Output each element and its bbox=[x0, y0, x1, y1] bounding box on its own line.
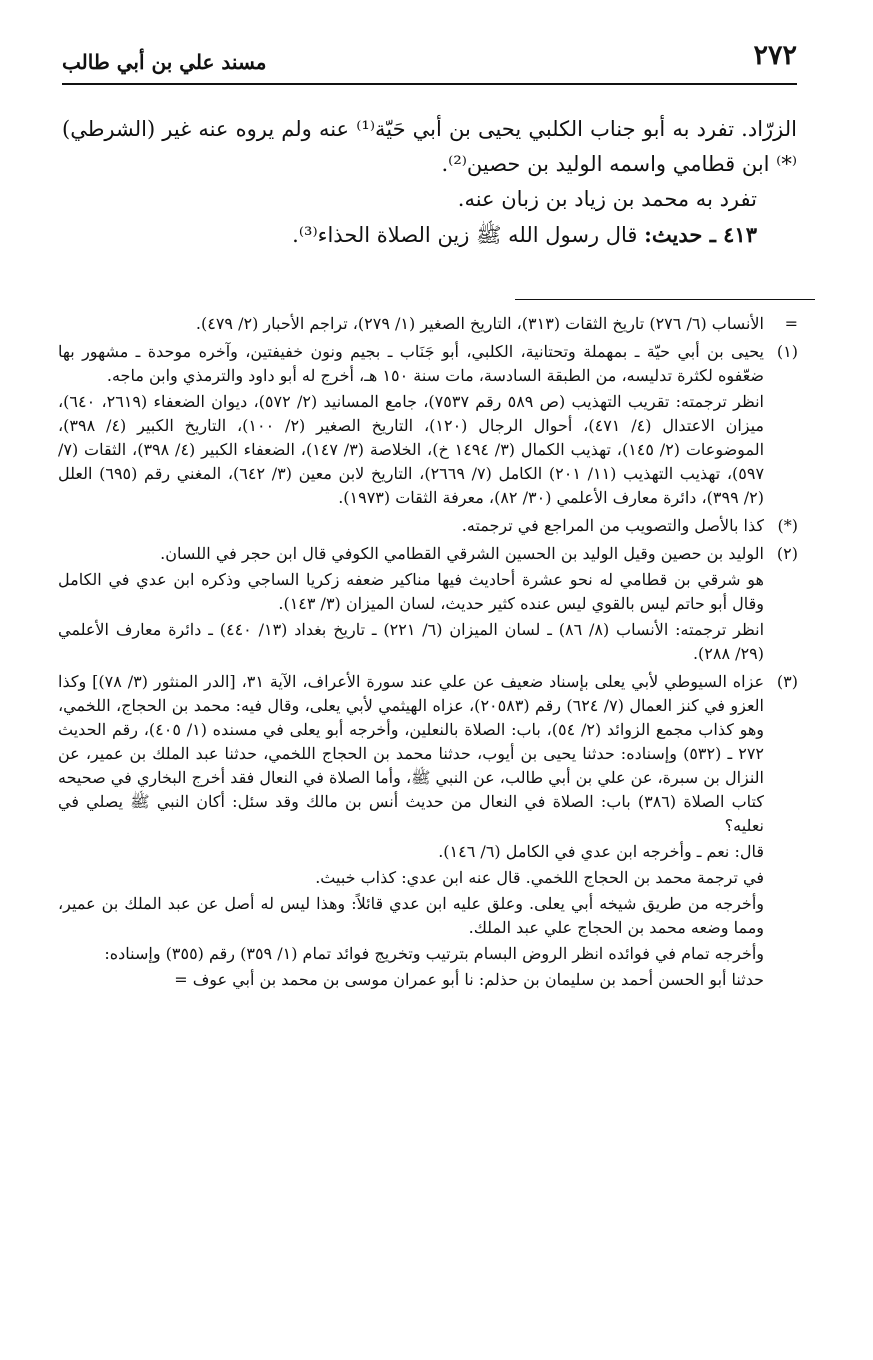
footnote-paragraph: عزاه السيوطي لأبي يعلى بإسناد ضعيف عن علي عند سورة الأعراف، الآية ٣١، [الدر المنثور (٣/ ٧٨)] وكذا العزو في كنز العمال (٧/ ٦٢٤) رقم (٢٠٥٨٣)، عزاه الهيثمي لأبي يعلى، وقال فيه: محمد بن الحجاج، اللخمي، وهو كذاب مجمع الزوائد (٢/ ٥٤)، باب: الصلاة بالنعلين، وأخرجه أبو يعلى في مسنده (١/ ٤٠٥)، رقم الحديث ٢٧٢ ـ (٥٣٢) وإسناده: حدثنا يحيى بن أيوب، حدثنا محمد بن الحجاج اللخمي، حدثنا عبد الملك بن عمير، عن النزال بن سبرة، عن علي بن أبي طالب، عن النبي ﷺ، وأما الصلاة في النعال فقد أخرج البخاري في صحيحه كتاب الصلاة (٣٨٦) باب: الصلاة في النعال من حديث أنس بن مالك وقد سئل: أكان النبي ﷺ يصلي في نعليه؟ bbox=[58, 672, 765, 835]
footnote-paragraph: انظر ترجمته: تقريب التهذيب (ص ٥٨٩ رقم ٧٥٣٧)، جامع المسانيد (٢/ ٥٧٢)، ديوان الضعفاء (٢٦١٩، ٦٤٠)، ميزان الاعتدال (٤/ ٤٧١)، أحوال الرجال (١٢٠)، التاريخ الصغير (٢/ ١٠٠)، التاريخ الكبير (٤/ ٣٩٨)، الموضوعات (٢/ ١٤٥)، تهذيب الكمال (٣/ ١٤٩٤ خ)، الخلاصة (٣/ ١٤٧)، الضعفاء الكبير (٤/ ٣٩٨)، الثقات (٧/ ٥٩٧)، تهذيب التهذيب (١١/ ٢٠١) الكامل (٧/ ٢٦٦٩)، التاريخ لابن معين (٣/ ٦٤٢)، المغني رقم (٦٩٥) العلل (٢/ ٣٩٩)، دائرة معارف الأعلمي (٣٠/ ٨٢)، معرفة الثقات (١٩٧٣). bbox=[58, 392, 765, 507]
footnote-separator bbox=[515, 299, 815, 300]
footnote-paragraph: انظر ترجمته: الأنساب (٨/ ٨٦) ـ لسان الميزان (٦/ ٢٢١) ـ تاريخ بغداد (١٣/ ٤٤٠) ـ دائرة معارف الأعلمي (٢٩/ ٢٨٨). bbox=[58, 620, 765, 663]
footnote-mark: (٢) bbox=[776, 544, 798, 563]
footnote-paragraph: هو شرقي بن قطامي له نحو عشرة أحاديث فيها مناكير ضعفه زكريا الساجي وذكره ابن عدي في الكامل وقال أبو حاتم ليس بالقوي ليس عنده كثير حديث، لسان الميزان (٣/ ١٤٣). bbox=[58, 570, 764, 613]
footnote-mark: = bbox=[784, 314, 798, 333]
footnote-paragraph: حدثنا أبو الحسن أحمد بن سليمان بن حذلم: نا أبو عمران موسى بن محمد بن أبي عوف = bbox=[174, 970, 764, 989]
footnote-paragraph: كذا بالأصل والتصويب من المراجع في ترجمته. bbox=[461, 516, 764, 535]
footnote-paragraph: يحيى بن أبي حيّة ـ بمهملة وتحتانية، الكلبي، أبو جَنَاب ـ بجيم ونون خفيفتين، وآخره موحدة ـ مشهور بها ضعّفوه لكثرة تدليسه، من الطبقة السادسة، مات سنة ١٥٠ هـ، أخرج له أبو داود والترمذي وابن ماجه. bbox=[58, 342, 765, 385]
footnote-star bbox=[58, 514, 798, 538]
footnote-paragraph: وأخرجه تمام في فوائده انظر الروض البسام بترتيب وتخريج فوائد تمام (١/ ٣٥٩) رقم (٣٥٥) وإسناده: bbox=[104, 944, 764, 963]
footnote-paragraph: وأخرجه من طريق شيخه أبي يعلى. وعلق عليه ابن عدي قائلاً: وهذا ليس له أصل عن عبد الملك بن عمير، ومما وضعه محمد بن الحجاج علي عبد الملك. bbox=[58, 894, 764, 937]
page-header bbox=[62, 40, 797, 82]
footnote-mark: (١) bbox=[776, 342, 798, 361]
page-number: ٢٧٢ bbox=[753, 40, 797, 71]
hadith-number: ٤١٣ ـ حديث: bbox=[644, 222, 757, 247]
footnote-3 bbox=[58, 670, 798, 992]
footnote-paragraph: قال: نعم ـ وأخرجه ابن عدي في الكامل (٦/ ١٤٦). bbox=[438, 842, 764, 861]
header-rule bbox=[62, 83, 797, 85]
footnotes bbox=[58, 312, 798, 996]
body-paragraph-1: الزرّاد. تفرد به أبو جناب الكلبي يحيى بن أبي حَيّة⁽¹⁾ عنه ولم يروه عنه غير (الشرطي)⁽*⁾ ابن قطامي واسمه الوليد بن حصين⁽²⁾. bbox=[62, 117, 797, 176]
footnote-2 bbox=[58, 542, 798, 666]
hadith-text: قال رسول الله ﷺ زين الصلاة الحذاء⁽³⁾. bbox=[292, 223, 638, 247]
running-title: مسند علي بن أبي طالب bbox=[62, 50, 267, 74]
footnote-1 bbox=[58, 340, 798, 510]
footnote-paragraph: الوليد بن حصين وقيل الوليد بن الحسين الشرقي القطامي الكوفي قال ابن حجر في اللسان. bbox=[160, 544, 764, 563]
body-paragraph-2: تفرد به محمد بن زياد بن زبان عنه. bbox=[457, 187, 757, 211]
footnote-continuation bbox=[58, 312, 798, 336]
footnote-paragraph: في ترجمة محمد بن الحجاج اللخمي. قال عنه ابن عدي: كذاب خبيث. bbox=[315, 868, 764, 887]
hadith-entry bbox=[62, 217, 797, 253]
footnote-paragraph: الأنساب (٦/ ٢٧٦) تاريخ الثقات (٣١٣)، التاريخ الصغير (١/ ٢٧٩)، تراجم الأحبار (٢/ ٤٧٩). bbox=[195, 314, 764, 333]
footnote-mark: (٣) bbox=[776, 672, 798, 691]
main-text bbox=[62, 112, 797, 253]
footnote-mark: (*) bbox=[777, 516, 798, 535]
